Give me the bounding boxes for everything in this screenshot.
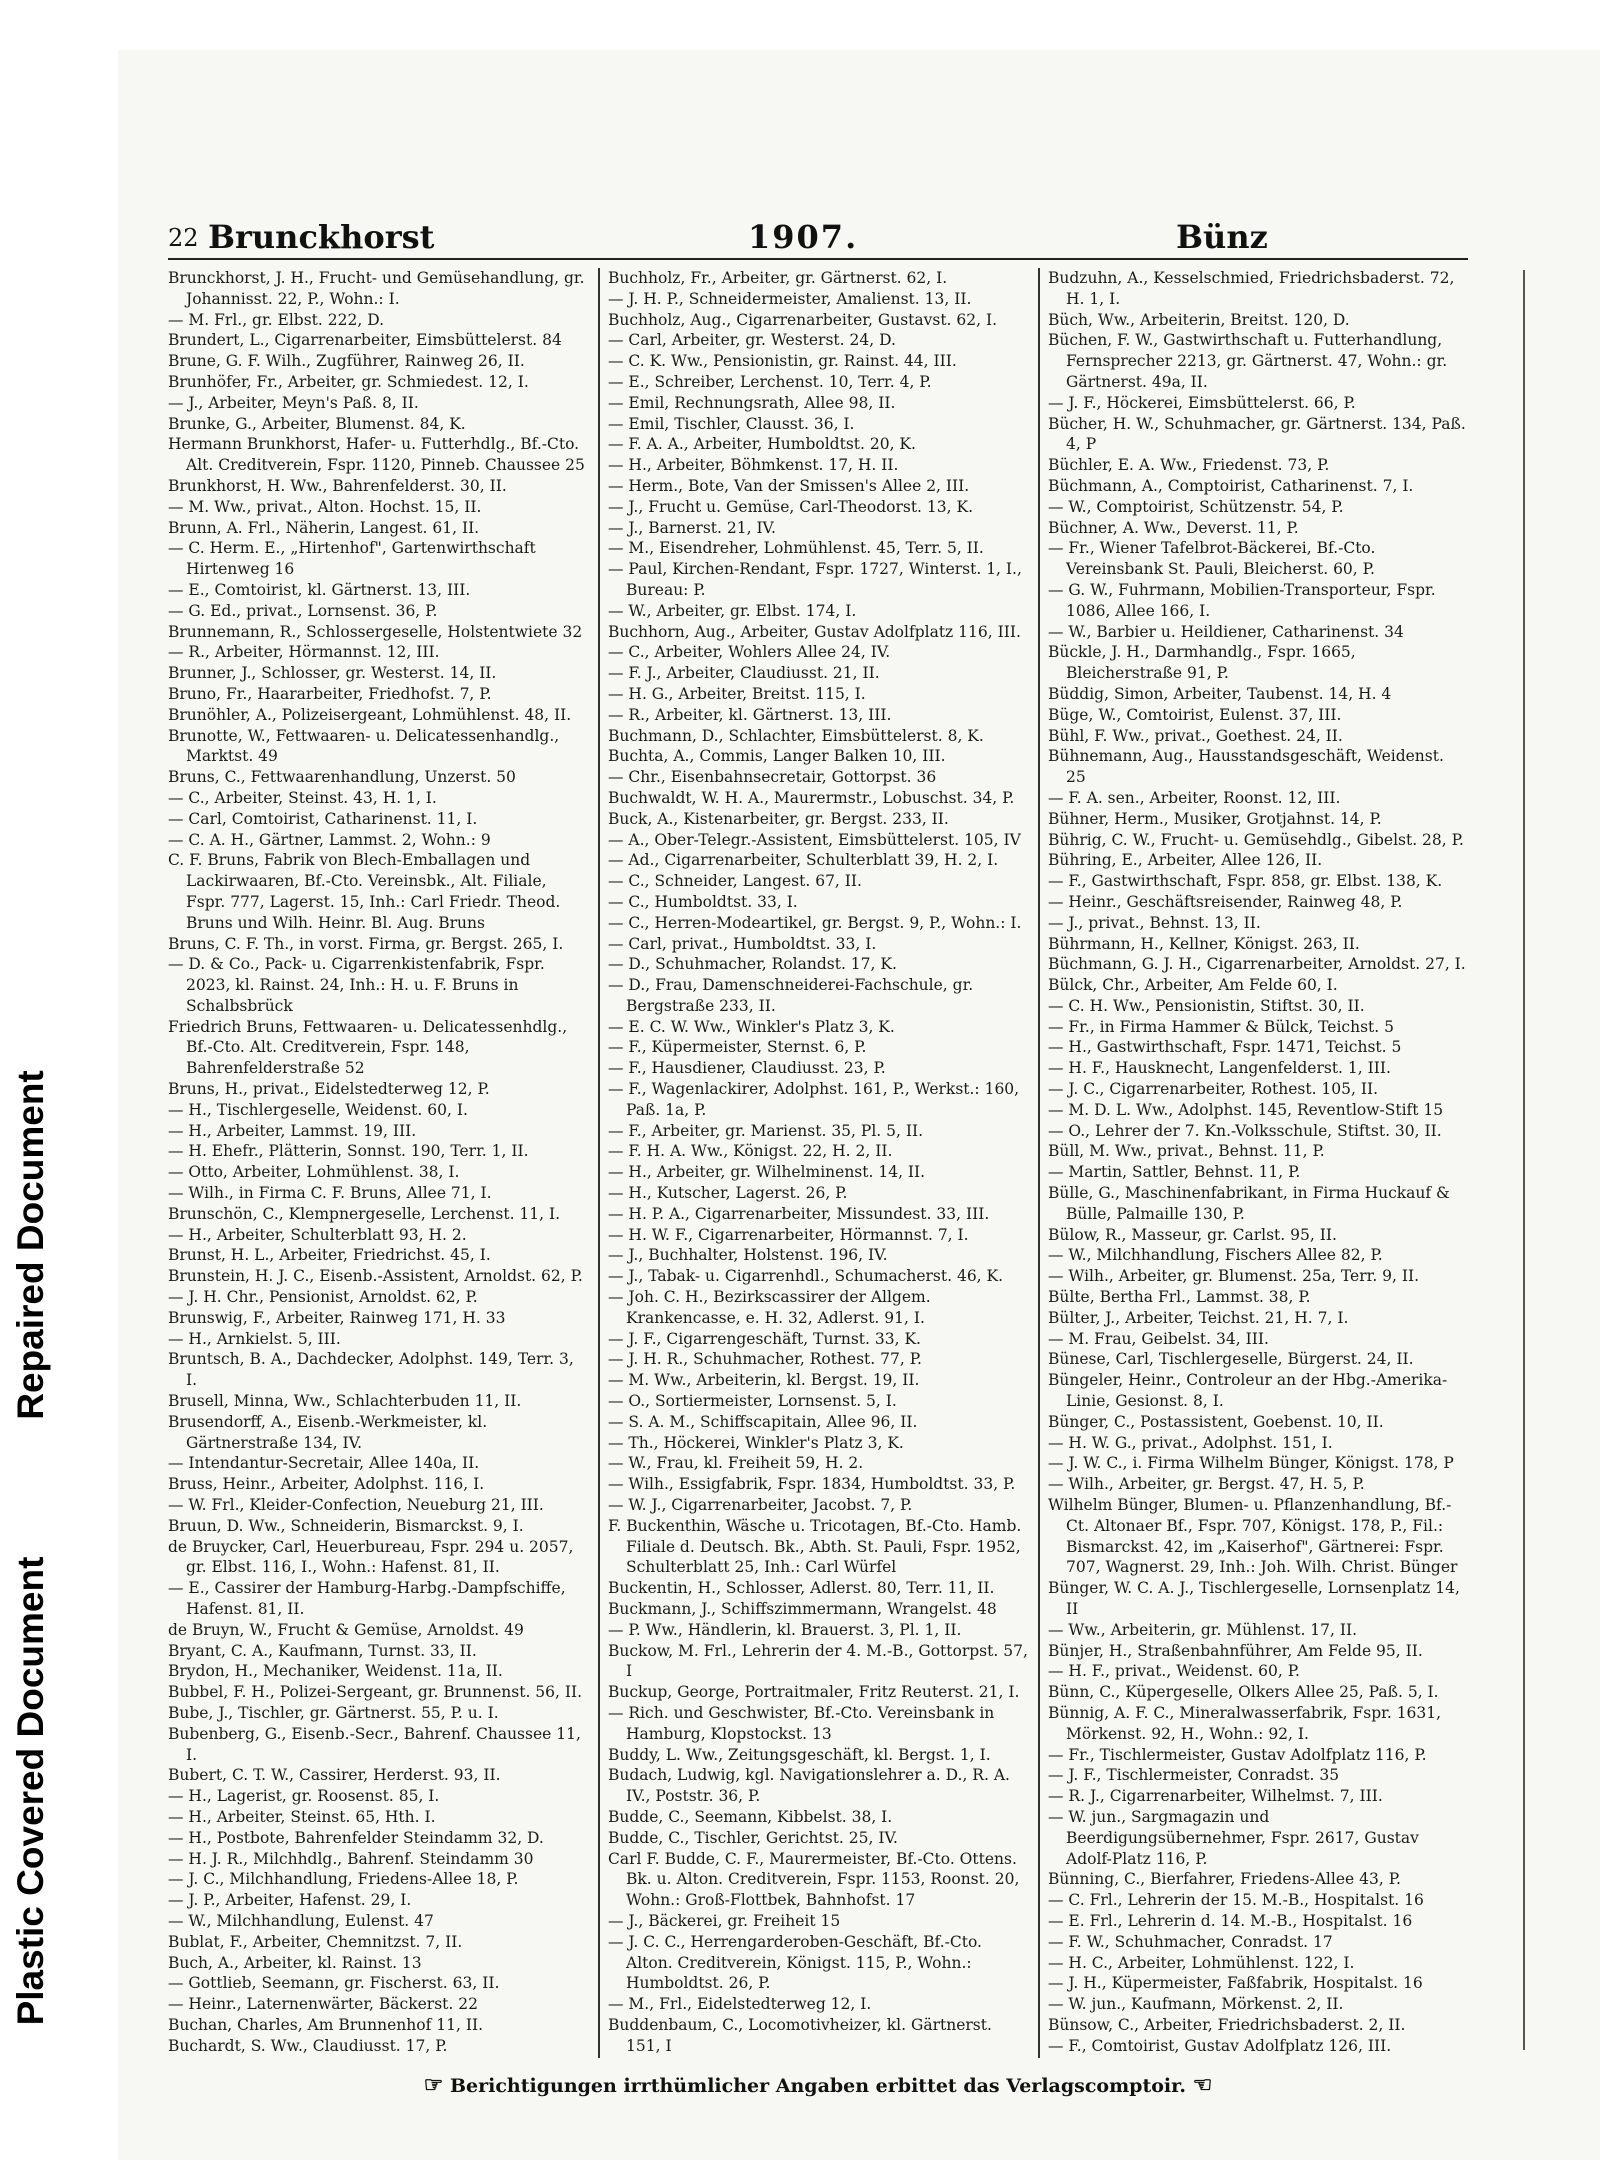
directory-entry: Bühl, F. Ww., privat., Goethest. 24, II. <box>1048 726 1343 745</box>
directory-entry: — J., Buchhalter, Holstenst. 196, IV. <box>608 1246 888 1265</box>
header-year: 1907. <box>748 218 859 256</box>
directory-entry: — Wilh., in Firma C. F. Bruns, Allee 71, I. <box>168 1184 492 1203</box>
directory-entry: — H. G., Arbeiter, Breitst. 115, I. <box>608 684 866 703</box>
directory-entry: — O., Sortiermeister, Lornsenst. 5, I. <box>608 1392 897 1411</box>
pointing-hand-icon: ☜ <box>1192 2072 1213 2098</box>
directory-entry: Bülte, Bertha Frl., Lammst. 38, P. <box>1048 1288 1311 1307</box>
directory-entry: Budde, C., Tischler, Gerichtst. 25, IV. <box>608 1828 898 1847</box>
directory-entry: — Emil, Tischler, Clausst. 36, I. <box>608 414 855 433</box>
directory-entry: Buch, A., Arbeiter, kl. Rainst. 13 <box>168 1953 422 1972</box>
directory-entry <box>1048 2057 1468 2058</box>
directory-entry: Carl F. Budde, C. F., Maurermeister, Bf.-Cto. Ottens. Bk. u. Alton. Creditverein, Fspr. 1153, Roonst. 20, Wohn.: Groß-Flottbek, Bahnhofst. 17 <box>608 1849 1020 1910</box>
directory-entry: — Th., Höckerei, Winkler's Platz 3, K. <box>608 1433 904 1452</box>
directory-entry: Brusell, Minna, Ww., Schlachterbuden 11, II. <box>168 1392 522 1411</box>
next-page-edge <box>1523 270 1545 2050</box>
directory-entry: Hermann Brunkhorst, Hafer- u. Futterhdlg., Bf.-Cto. Alt. Creditverein, Fspr. 1120, Pinneb. Chaussee 25 <box>168 435 585 475</box>
directory-entry: — C. Frl., Lehrerin der 15. M.-B., Hospitalst. 16 <box>1048 1891 1424 1910</box>
directory-entry: Brunnemann, R., Schlossergeselle, Holstentwiete 32 <box>168 622 583 641</box>
directory-entry: Bülter, J., Arbeiter, Teichst. 21, H. 7, I. <box>1048 1308 1349 1327</box>
directory-entry: Bruns, C. F. Th., in vorst. Firma, gr. Bergst. 265, I. <box>168 934 564 953</box>
directory-entry: Buckmann, J., Schiffszimmermann, Wrangelst. 48 <box>608 1600 997 1618</box>
directory-entry: — Carl, Arbeiter, gr. Westerst. 24, D. <box>608 331 896 350</box>
directory-entry: — J. H. P., Schneidermeister, Amalienst. 13, II. <box>608 289 972 308</box>
directory-entry: Buchholz, Fr., Arbeiter, gr. Gärtnerst. 62, I. <box>608 269 948 287</box>
directory-entry: — H., Arbeiter, Böhmkenst. 17, H. II. <box>608 456 899 475</box>
directory-entry: Bruun, D. Ww., Schneiderin, Bismarckst. 9, I. <box>168 1516 524 1535</box>
directory-entry: Buckup, George, Portraitmaler, Fritz Reuterst. 21, I. <box>608 1683 1020 1702</box>
directory-entry: — Fr., in Firma Hammer & Bülck, Teichst. 5 <box>1048 1017 1394 1036</box>
directory-entry: — W. jun., Kaufmann, Mörkenst. 2, II. <box>1048 1995 1344 2014</box>
directory-entry: Brunkhorst, H. Ww., Bahrenfelderst. 30, II. <box>168 476 507 495</box>
directory-entry: Brunstein, H. J. C., Eisenb.-Assistent, Arnoldst. 62, P. <box>168 1267 583 1286</box>
directory-entry: Bube, J., Tischler, gr. Gärtnerst. 55, P. u. I. <box>168 1703 499 1722</box>
directory-entry: — W., Frau, kl. Freiheit 59, H. 2. <box>608 1454 864 1473</box>
directory-entry: — Heinr., Geschäftsreisender, Rainweg 48, P. <box>1048 892 1403 911</box>
directory-entry: Bührmann, H., Kellner, Königst. 263, II. <box>1048 934 1360 953</box>
directory-entry: — Emil, Rechnungsrath, Allee 98, II. <box>608 393 896 412</box>
directory-entry: Bücher, H. W., Schuhmacher, gr. Gärtnerst. 134, Paß. 4, P <box>1048 414 1466 454</box>
directory-entry: Büchmann, G. J. H., Cigarrenarbeiter, Arnoldst. 27, I. <box>1048 955 1466 974</box>
directory-entry: Bückle, J. H., Darmhandlg., Fspr. 1665, Bleicherstraße 91, P. <box>1048 643 1356 683</box>
directory-entry: Bryant, C. A., Kaufmann, Turnst. 33, II. <box>168 1641 477 1660</box>
directory-entry: — H., Postbote, Bahrenfelder Steindamm 32, D. <box>168 1828 544 1847</box>
directory-entry: — P. Ww., Händlerin, kl. Brauerst. 3, Pl. 1, II. <box>608 1620 962 1639</box>
directory-entry: — F., Arbeiter, gr. Marienst. 35, Pl. 5, II. <box>608 1121 924 1140</box>
directory-entry: — C. K. Ww., Pensionistin, gr. Rainst. 44, III. <box>608 352 957 371</box>
directory-entry: — S. A. M., Schiffscapitain, Allee 96, II. <box>608 1412 918 1431</box>
directory-entry: — Gottlieb, Seemann, gr. Fischerst. 63, II. <box>168 1974 500 1993</box>
directory-entry: Friedrich Bruns, Fettwaaren- u. Delicatessenhdlg., Bf.-Cto. Alt. Creditverein, Fspr. 148, Bahrenfelderstraße 52 <box>168 1017 568 1078</box>
directory-entry: — G. W., Fuhrmann, Mobilien-Transporteur, Fspr. 1086, Allee 166, I. <box>1048 580 1436 620</box>
directory-entry: — F., Wagenlackirer, Adolphst. 161, P., Werkst.: 160, Paß. 1a, P. <box>608 1080 1020 1119</box>
directory-entry: — J., Bäckerei, gr. Freiheit 15 <box>608 1911 841 1930</box>
directory-entry: — F., Comtoirist, Gustav Adolfplatz 126, III. <box>1048 2036 1392 2055</box>
directory-entry: — F., Hausdiener, Claudiusst. 23, P. <box>608 1059 886 1078</box>
directory-entry: — M. D. L. Ww., Adolphst. 145, Reventlow-Stift 15 <box>1048 1100 1444 1119</box>
scanned-sheet <box>118 50 1600 2160</box>
directory-entry: — H. W. F., Cigarrenarbeiter, Hörmannst. 7, I. <box>608 1225 969 1244</box>
directory-entry: Bünger, C., Postassistent, Goebenst. 10, II. <box>1048 1412 1384 1431</box>
directory-entry: — F. J., Arbeiter, Claudiusst. 21, II. <box>608 664 880 683</box>
directory-entry: Buckow, M. Frl., Lehrerin der 4. M.-B., Gottorpst. 57, I <box>608 1641 1028 1681</box>
directory-entry: de Bruycker, Carl, Heuerbureau, Fspr. 294 u. 2057, gr. Elbst. 116, I., Wohn.: Hafenst. 81, II. <box>168 1537 574 1577</box>
directory-entry: — H., Arnkielst. 5, III. <box>168 1329 341 1348</box>
directory-entry: — J. C., Milchhandlung, Friedens-Allee 18, P. <box>168 1870 519 1889</box>
directory-entry: — J. C. C., Herrengarderoben-Geschäft, Bf.-Cto. Alton. Creditverein, Königst. 115, P., Wohn.: Humboldtst. 26, P. <box>608 1932 982 1993</box>
repaired-document-label: Repaired Document <box>10 1070 51 1420</box>
directory-entry: Bubbel, F. H., Polizei-Sergeant, gr. Brunnenst. 56, II. <box>168 1683 583 1702</box>
directory-entry: Bünning, C., Bierfahrer, Friedens-Allee 43, P. <box>1048 1870 1401 1889</box>
directory-entry: — F., Küpermeister, Sternst. 6, P. <box>608 1038 867 1057</box>
directory-entry: — H., Arbeiter, Steinst. 65, Hth. I. <box>168 1807 436 1826</box>
directory-entry: — H., Tischlergeselle, Weidenst. 60, I. <box>168 1100 468 1119</box>
directory-entry: — Chr., Eisenbahnsecretair, Gottorpst. 36 <box>608 768 937 787</box>
directory-entry: — W., Milchhandlung, Fischers Allee 82, P. <box>1048 1246 1383 1265</box>
directory-entry: Bruno, Fr., Haararbeiter, Friedhofst. 7, P. <box>168 684 492 703</box>
directory-entry: — W., Milchhandlung, Eulenst. 47 <box>168 1911 434 1930</box>
directory-entry: — Carl, Comtoirist, Catharinenst. 11, I. <box>168 809 478 828</box>
directory-entry: Brunke, G., Arbeiter, Blumenst. 84, K. <box>168 414 466 433</box>
directory-entry: Buddy, L. Ww., Zeitungsgeschäft, kl. Bergst. 1, I. <box>608 1745 991 1764</box>
directory-entry: — E., Comtoirist, kl. Gärtnerst. 13, III. <box>168 580 471 599</box>
footer-note <box>318 2072 1318 2102</box>
directory-entry: — Wilh., Arbeiter, gr. Bergst. 47, H. 5, P. <box>1048 1475 1365 1494</box>
directory-entry: — J. H. Chr., Pensionist, Arnoldst. 62, P. <box>168 1288 478 1307</box>
entry-columns <box>168 268 1468 2058</box>
directory-entry: — Ww., Arbeiterin, gr. Mühlenst. 17, II. <box>1048 1620 1358 1639</box>
directory-entry: Bünn, C., Küpergeselle, Olkers Allee 25, Paß. 5, I. <box>1048 1683 1439 1702</box>
directory-entry: Bubert, C. T. W., Cassirer, Herderst. 93, II. <box>168 1766 501 1785</box>
directory-entry: Büngeler, Heinr., Controleur an der Hbg.-Amerika-Linie, Gesionst. 8, I. <box>1048 1371 1448 1411</box>
directory-entry: — J., privat., Behnst. 13, II. <box>1048 913 1261 932</box>
directory-entry: — J., Arbeiter, Meyn's Paß. 8, II. <box>168 393 419 412</box>
directory-entry: — C., Herren-Modeartikel, gr. Bergst. 9, P., Wohn.: I. <box>608 913 1022 932</box>
directory-entry: — E. Frl., Lehrerin d. 14. M.-B., Hospitalst. 16 <box>1048 1911 1413 1930</box>
directory-entry: Bruss, Heinr., Arbeiter, Adolphst. 116, I. <box>168 1475 485 1494</box>
directory-entry: Brune, G. F. Wilh., Zugführer, Rainweg 26, II. <box>168 352 525 371</box>
directory-entry: Bühnemann, Aug., Hausstandsgeschäft, Weidenst. 25 <box>1048 747 1444 787</box>
directory-entry: — Rich. und Geschwister, Bf.-Cto. Vereinsbank in Hamburg, Klopstockst. 13 <box>608 1703 995 1743</box>
directory-entry: — J. F., Höckerei, Eimsbüttelerst. 66, P. <box>1048 393 1356 412</box>
directory-entry <box>168 2057 588 2058</box>
directory-entry: — Heinr., Laternenwärter, Bäckerst. 22 <box>168 1995 478 2014</box>
directory-entry: — J. P., Arbeiter, Hafenst. 29, I. <box>168 1891 412 1910</box>
directory-entry: — C., Arbeiter, Wohlers Allee 24, IV. <box>608 643 891 662</box>
directory-entry: — J. H., Küpermeister, Faßfabrik, Hospitalst. 16 <box>1048 1974 1423 1993</box>
directory-entry: Bühring, E., Arbeiter, Allee 126, II. <box>1048 851 1323 870</box>
directory-entry: — M., Eisendreher, Lohmühlenst. 45, Terr. 5, II. <box>608 539 984 558</box>
directory-entry: Bülck, Chr., Arbeiter, Am Felde 60, I. <box>1048 976 1338 995</box>
directory-entry: — R. J., Cigarrenarbeiter, Wilhelmst. 7, III. <box>1048 1787 1383 1806</box>
directory-entry: Brunn, A. Frl., Näherin, Langest. 61, II. <box>168 518 480 537</box>
directory-entry: — Intendantur-Secretair, Allee 140a, II. <box>168 1454 480 1473</box>
directory-entry: — C., Humboldtst. 33, I. <box>608 892 798 911</box>
directory-entry: — Wilh., Arbeiter, gr. Blumenst. 25a, Terr. 9, II. <box>1048 1267 1420 1286</box>
directory-entry: — J., Barnerst. 21, IV. <box>608 518 776 537</box>
directory-entry: — W., Comptoirist, Schützenstr. 54, P. <box>1048 497 1344 516</box>
directory-entry: Brydon, H., Mechaniker, Weidenst. 11a, II. <box>168 1662 503 1681</box>
side-label <box>0 777 62 2077</box>
directory-entry: Buchardt, S. Ww., Claudiusst. 17, P. <box>168 2036 448 2055</box>
directory-entry: — F. A. sen., Arbeiter, Roonst. 12, III. <box>1048 788 1341 807</box>
directory-entry: — Fr., Tischlermeister, Gustav Adolfplatz 116, P. <box>1048 1745 1427 1764</box>
directory-entry: Brusendorff, A., Eisenb.-Werkmeister, kl. Gärtnerstraße 134, IV. <box>168 1412 488 1452</box>
directory-entry: — Herm., Bote, Van der Smissen's Allee 2, III. <box>608 476 970 495</box>
directory-entry: de Bruyn, W., Frucht & Gemüse, Arnoldst. 49 <box>168 1620 524 1639</box>
directory-entry: — H., Arbeiter, Lammst. 19, III. <box>168 1121 417 1140</box>
directory-entry: Büddig, Simon, Arbeiter, Taubenst. 14, H. 4 <box>1048 684 1392 703</box>
directory-entry: Bülle, G., Maschinenfabrikant, in Firma Huckauf & Bülle, Palmaille 130, P. <box>1048 1184 1450 1223</box>
directory-entry: — H., Kutscher, Lagerst. 26, P. <box>608 1184 848 1203</box>
directory-entry: Bünnig, A. F. C., Mineralwasserfabrik, Fspr. 1631, Mörkenst. 92, H., Wohn.: 92, I. <box>1048 1703 1442 1743</box>
directory-entry: Brunst, H. L., Arbeiter, Friedrichst. 45, I. <box>168 1246 491 1265</box>
directory-entry: F. Buckenthin, Wäsche u. Tricotagen, Bf.-Cto. Hamb. Filiale d. Deutsch. Bk., Abth. St. Pauli, Fspr. 1952, Schulterblatt 25, Inh.: Carl Würfel <box>608 1516 1022 1577</box>
directory-entry: Budach, Ludwig, kgl. Navigationslehrer a. D., R. A. IV., Poststr. 36, P. <box>608 1766 1010 1806</box>
directory-entry: — Wilh., Essigfabrik, Fspr. 1834, Humboldtst. 33, P. <box>608 1475 1016 1494</box>
directory-entry: — G. Ed., privat., Lornsenst. 36, P. <box>168 601 438 620</box>
directory-entry: — R., Arbeiter, kl. Gärtnerst. 13, III. <box>608 705 892 724</box>
directory-entry: — W., Arbeiter, gr. Elbst. 174, I. <box>608 601 857 620</box>
directory-entry: — E., Cassirer der Hamburg-Harbg.-Dampfschiffe, Hafenst. 81, II. <box>168 1579 566 1618</box>
directory-entry: — O., Lehrer der 7. Kn.-Volksschule, Stiftst. 30, II. <box>1048 1121 1442 1140</box>
column-2 <box>608 268 1028 2058</box>
directory-entry: — H. F., Hausknecht, Langenfelderst. 1, III. <box>1048 1059 1391 1078</box>
directory-entry: — J. W. C., i. Firma Wilhelm Bünger, Königst. 178, P <box>1048 1454 1454 1473</box>
column-1 <box>168 268 588 2058</box>
plastic-covered-label: Plastic Covered Document <box>10 1556 51 2026</box>
directory-entry: — D., Schuhmacher, Rolandst. 17, K. <box>608 955 897 974</box>
directory-entry: Bubenberg, G., Eisenb.-Secr., Bahrenf. Chaussee 11, I. <box>168 1724 581 1764</box>
directory-entry: — E. C. W. Ww., Winkler's Platz 3, K. <box>608 1017 895 1036</box>
directory-entry: Büchen, F. W., Gastwirthschaft u. Futterhandlung, Fernsprecher 2213, gr. Gärtnerst. 47, Wohn.: gr. Gärtnerst. 49a, II. <box>1048 331 1448 391</box>
directory-entry: — J. F., Cigarrengeschäft, Turnst. 33, K. <box>608 1329 921 1348</box>
directory-entry: — A., Ober-Telegr.-Assistent, Eimsbüttelerst. 105, IV <box>608 830 1021 849</box>
directory-entry: — Otto, Arbeiter, Lohmühlenst. 38, I. <box>168 1163 460 1182</box>
directory-entry: — C. A. H., Gärtner, Lammst. 2, Wohn.: 9 <box>168 830 491 849</box>
directory-entry: — C. H. Ww., Pensionistin, Stiftst. 30, II. <box>1048 996 1365 1015</box>
directory-entry: — H., Gastwirthschaft, Fspr. 1471, Teichst. 5 <box>1048 1038 1402 1057</box>
directory-entry: — D. & Co., Pack- u. Cigarrenkistenfabrik, Fspr. 2023, kl. Rainst. 24, Inh.: H. u. F. Bruns in Schalbsbrück <box>168 955 545 1015</box>
directory-entry: Bühner, Herm., Musiker, Grotjahnst. 14, P. <box>1048 809 1382 828</box>
column-divider <box>1038 268 1040 2058</box>
column-divider <box>598 268 600 2058</box>
directory-entry: Buck, A., Kistenarbeiter, gr. Bergst. 233, II. <box>608 809 949 828</box>
directory-entry <box>608 2057 1028 2058</box>
directory-entry: Bublat, F., Arbeiter, Chemnitzst. 7, II. <box>168 1932 463 1951</box>
directory-entry: — H. W. G., privat., Adolphst. 151, I. <box>1048 1433 1333 1452</box>
directory-entry: Bünsow, C., Arbeiter, Friedrichsbaderst. 2, II. <box>1048 2015 1406 2034</box>
directory-entry: Bruntsch, B. A., Dachdecker, Adolphst. 149, Terr. 3, I. <box>168 1350 574 1390</box>
directory-entry: Brundert, L., Cigarrenarbeiter, Eimsbüttelerst. 84 <box>168 331 562 350</box>
directory-entry: — W. J., Cigarrenarbeiter, Jacobst. 7, P. <box>608 1496 913 1515</box>
directory-entry: — H., Arbeiter, Schulterblatt 93, H. 2. <box>168 1225 467 1244</box>
directory-entry: — M. Ww., Arbeiterin, kl. Bergst. 19, II. <box>608 1371 920 1390</box>
directory-entry: — W. jun., Sargmagazin und Beerdigungsübernehmer, Fspr. 2617, Gustav Adolf-Platz 116, P. <box>1048 1807 1419 1868</box>
directory-page <box>168 110 1468 2100</box>
directory-entry: Büch, Ww., Arbeiterin, Breitst. 120, D. <box>1048 310 1350 329</box>
directory-entry: — M. Ww., privat., Alton. Hochst. 15, II. <box>168 497 482 516</box>
header-right-keyword: Bünz <box>1176 218 1268 256</box>
directory-entry: Bünjer, H., Straßenbahnführer, Am Felde 95, II. <box>1048 1641 1423 1660</box>
directory-entry: — F., Gastwirthschaft, Fspr. 858, gr. Elbst. 138, K. <box>1048 872 1443 891</box>
directory-entry: Buckentin, H., Schlosser, Adlerst. 80, Terr. 11, II. <box>608 1579 995 1598</box>
directory-entry: — H., Lagerist, gr. Roosenst. 85, I. <box>168 1787 440 1806</box>
directory-entry: — H. P. A., Cigarrenarbeiter, Missundest. 33, III. <box>608 1204 990 1223</box>
directory-entry: — R., Arbeiter, Hörmannst. 12, III. <box>168 643 440 662</box>
directory-entry: Buddenbaum, C., Locomotivheizer, kl. Gärtnerst. 151, I <box>608 2015 992 2055</box>
directory-entry: — J., Frucht u. Gemüse, Carl-Theodorst. 13, K. <box>608 497 973 516</box>
directory-entry: Buchan, Charles, Am Brunnenhof 11, II. <box>168 2015 483 2034</box>
directory-entry: — J. F., Tischlermeister, Conradst. 35 <box>1048 1766 1340 1785</box>
directory-entry: — C. Herm. E., „Hirtenhof", Gartenwirthschaft Hirtenweg 16 <box>168 539 536 579</box>
directory-entry: — Fr., Wiener Tafelbrot-Bäckerei, Bf.-Cto. Vereinsbank St. Pauli, Bleicherst. 60, P. <box>1048 539 1376 579</box>
header-left-keyword: Brunckhorst <box>208 218 435 256</box>
directory-entry: Buchta, A., Commis, Langer Balken 10, III. <box>608 747 946 766</box>
directory-entry: — M. Frl., gr. Elbst. 222, D. <box>168 310 385 329</box>
directory-entry: — W., Barbier u. Heildiener, Catharinenst. 34 <box>1048 622 1404 641</box>
directory-entry: Budzuhn, A., Kesselschmied, Friedrichsbaderst. 72, H. 1, I. <box>1048 269 1455 308</box>
directory-entry: — Ad., Cigarrenarbeiter, Schulterblatt 39, H. 2, I. <box>608 851 999 870</box>
directory-entry: Brunschön, C., Klempnergeselle, Lerchenst. 11, I. <box>168 1204 561 1223</box>
directory-entry: — Paul, Kirchen-Rendant, Fspr. 1727, Winterst. 1, I., Bureau: P. <box>608 560 1022 599</box>
directory-entry: Bruns, H., privat., Eidelstedterweg 12, P. <box>168 1080 490 1099</box>
directory-entry: Büchmann, A., Comptoirist, Catharinenst. 7, I. <box>1048 476 1414 495</box>
directory-entry: Bünese, Carl, Tischlergeselle, Bürgerst. 24, II. <box>1048 1350 1414 1369</box>
directory-entry: Brunöhler, A., Polizeisergeant, Lohmühlenst. 48, II. <box>168 705 572 724</box>
directory-entry: — J. C., Cigarrenarbeiter, Rothest. 105, II. <box>1048 1080 1379 1099</box>
directory-entry: — J., Tabak- u. Cigarrenhdl., Schumacherst. 46, K. <box>608 1267 1004 1286</box>
directory-entry: Brunner, J., Schlosser, gr. Westerst. 14, II. <box>168 664 497 683</box>
directory-entry: Büge, W., Comtoirist, Eulenst. 37, III. <box>1048 705 1342 724</box>
directory-entry: — M. Frau, Geibelst. 34, III. <box>1048 1329 1269 1348</box>
directory-entry: — Joh. C. H., Bezirkscassirer der Allgem. Krankencasse, e. H. 32, Adlerst. 91, I. <box>608 1288 931 1327</box>
directory-entry: Buchmann, D., Schlachter, Eimsbüttelerst. 8, K. <box>608 726 984 745</box>
directory-entry: Bünger, W. C. A. J., Tischlergeselle, Lornsenplatz 14, II <box>1048 1579 1460 1618</box>
directory-entry: Brunotte, W., Fettwaaren- u. Delicatessenhandlg., Marktst. 49 <box>168 726 560 766</box>
directory-entry: — W. Frl., Kleider-Confection, Neueburg 21, III. <box>168 1496 544 1515</box>
directory-entry: — E., Schreiber, Lerchenst. 10, Terr. 4, P. <box>608 372 932 391</box>
directory-entry: Brunckhorst, J. H., Frucht- und Gemüsehandlung, gr. Johannisst. 22, P., Wohn.: I. <box>168 269 585 308</box>
pointing-hand-icon: ☞ <box>423 2072 444 2098</box>
directory-entry: — Martin, Sattler, Behnst. 11, P. <box>1048 1163 1301 1182</box>
directory-entry: Brunswig, F., Arbeiter, Rainweg 171, H. 33 <box>168 1308 506 1327</box>
directory-entry: — C., Schneider, Langest. 67, II. <box>608 872 862 891</box>
directory-entry: C. F. Bruns, Fabrik von Blech-Emballagen und Lackirwaaren, Bf.-Cto. Vereinsbk., Alt. Filiale, Fspr. 777, Lagerst. 15, Inh.: Carl Friedr. Theod. Bruns und Wilh. Heinr. Bl. Aug. Bruns <box>168 851 561 932</box>
page-header <box>168 218 1468 260</box>
directory-entry: — Carl, privat., Humboldtst. 33, I. <box>608 934 877 953</box>
directory-entry: — J. H. R., Schuhmacher, Rothest. 77, P. <box>608 1350 922 1369</box>
directory-entry: — H. J. R., Milchhdlg., Bahrenf. Steindamm 30 <box>168 1849 534 1868</box>
directory-entry: — D., Frau, Damenschneiderei-Fachschule, gr. Bergstraße 233, II. <box>608 976 974 1015</box>
directory-entry: Bruns, C., Fettwaarenhandlung, Unzerst. 50 <box>168 768 516 787</box>
directory-entry: — M., Frl., Eidelstedterweg 12, I. <box>608 1995 872 2014</box>
directory-entry: Brunhöfer, Fr., Arbeiter, gr. Schmiedest. 12, I. <box>168 372 529 391</box>
directory-entry: Buchwaldt, W. H. A., Maurermstr., Lobuschst. 34, P. <box>608 788 1015 807</box>
directory-entry: Buchholz, Aug., Cigarrenarbeiter, Gustavst. 62, I. <box>608 310 998 329</box>
directory-entry: — C., Arbeiter, Steinst. 43, H. 1, I. <box>168 788 437 807</box>
directory-entry: — H., Arbeiter, gr. Wilhelminenst. 14, II. <box>608 1163 926 1182</box>
column-3 <box>1048 268 1468 2058</box>
directory-entry: — H. C., Arbeiter, Lohmühlenst. 122, I. <box>1048 1953 1355 1972</box>
directory-entry: — F. A. A., Arbeiter, Humboldtst. 20, K. <box>608 435 916 454</box>
side-strip <box>0 0 62 2177</box>
directory-entry: Büll, M. Ww., privat., Behnst. 11, P. <box>1048 1142 1325 1161</box>
directory-entry: Budde, C., Seemann, Kibbelst. 38, I. <box>608 1807 893 1826</box>
directory-entry: Wilhelm Bünger, Blumen- u. Pflanzenhandlung, Bf.-Ct. Altonaer Bf., Fspr. 707, Königst. 178, P., Fil.: Bismarckst. 42, im „Kaiserhof", Gärtnerei: Fspr. 707, Wagnerst. 29, Inh.: Joh. Wilh. Christ. Bünger <box>1048 1496 1458 1577</box>
footer-text: Berichtigungen irrthümlicher Angaben erbittet das Verlagscomptoir. <box>449 2075 1187 2097</box>
directory-entry: Büchler, E. A. Ww., Friedenst. 73, P. <box>1048 456 1330 475</box>
directory-entry: Bülow, R., Masseur, gr. Carlst. 95, II. <box>1048 1225 1337 1244</box>
directory-entry: Bührig, C. W., Frucht- u. Gemüsehdlg., Gibelst. 28, P. <box>1048 830 1464 849</box>
directory-entry: Büchner, A. Ww., Deverst. 11, P. <box>1048 518 1299 537</box>
directory-entry: — F. W., Schuhmacher, Conradst. 17 <box>1048 1932 1333 1951</box>
directory-entry: Buchhorn, Aug., Arbeiter, Gustav Adolfplatz 116, III. <box>608 622 1021 641</box>
directory-entry: — H. Ehefr., Plätterin, Sonnst. 190, Terr. 1, II. <box>168 1142 529 1161</box>
directory-entry: — F. H. A. Ww., Königst. 22, H. 2, II. <box>608 1142 893 1161</box>
directory-entry: — H. F., privat., Weidenst. 60, P. <box>1048 1662 1300 1681</box>
page-number: 22 <box>168 224 199 252</box>
